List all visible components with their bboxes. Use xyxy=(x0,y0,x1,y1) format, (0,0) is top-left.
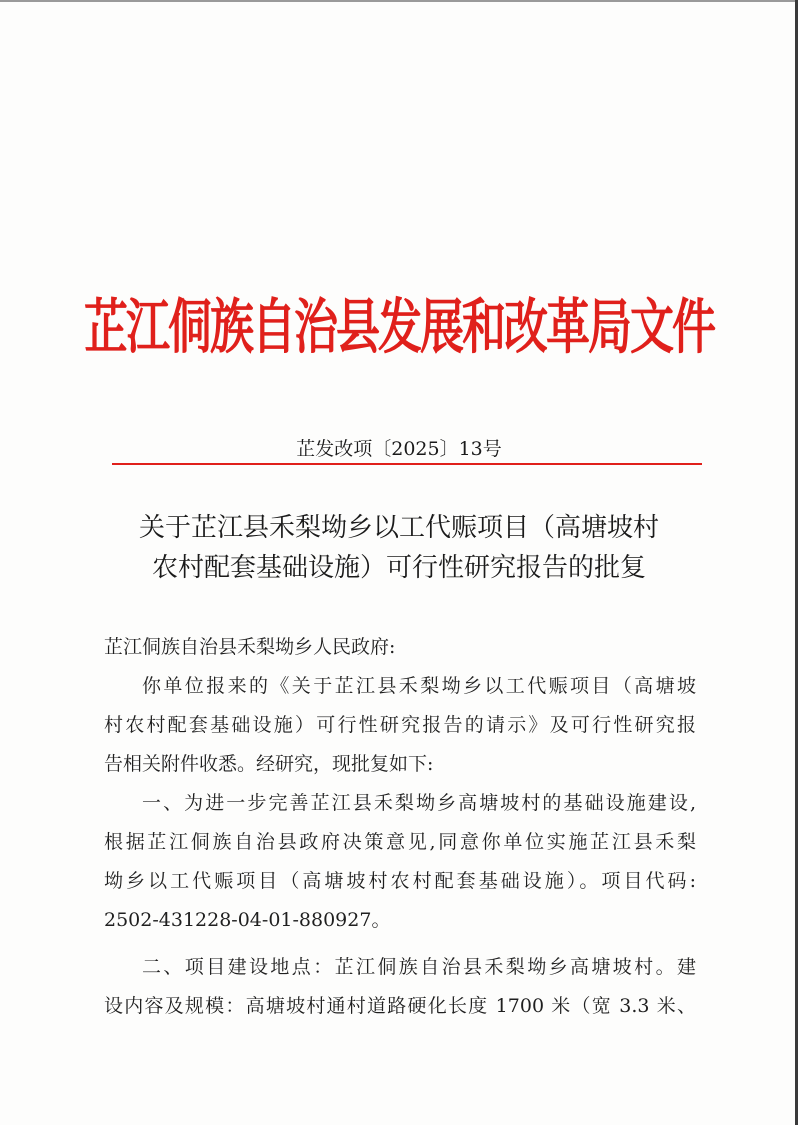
red-divider-line xyxy=(112,463,702,465)
para1-line-1: 你单位报来的《关于芷江县禾梨坳乡以工代赈项目（高塘坡 xyxy=(142,675,696,697)
document-body xyxy=(104,628,696,1026)
paragraph-gap xyxy=(104,940,696,948)
para2-line-2: 根据芷江侗族自治县政府决策意见,同意你单位实施芷江县禾梨 xyxy=(104,831,696,853)
para2-line-4: 2502-431228-04-01-880927。 xyxy=(104,909,391,931)
para2-line-3: 坳乡以工代赈项目（高塘坡村农村配套基础设施）。项目代码: xyxy=(104,870,696,892)
title-line-2: 农村配套基础设施）可行性研究报告的批复 xyxy=(151,553,646,583)
issuer-header: 芷江侗族自治县发展和改革局文件 xyxy=(84,293,714,363)
scan-edge-top xyxy=(0,0,798,2)
addressee: 芷江侗族自治县禾梨坳乡人民政府: xyxy=(104,636,396,658)
document-number: 芷发改项〔2025〕13号 xyxy=(296,438,502,460)
title-line-1: 关于芷江县禾梨坳乡以工代赈项目（高塘坡村 xyxy=(138,513,659,543)
para1-line-3: 告相关附件收悉。经研究，现批复如下: xyxy=(104,753,434,775)
document-title xyxy=(0,508,798,588)
para3-line-2: 设内容及规模：高塘坡村通村道路硬化长度 1700 米（宽 3.3 米、 xyxy=(104,995,696,1017)
para1-line-2: 村农村配套基础设施）可行性研究报告的请示》及可行性研究报 xyxy=(104,714,696,736)
para3-line-1: 二、项目建设地点：芷江侗族自治县禾梨坳乡高塘坡村。建 xyxy=(142,956,696,978)
para2-line-1: 一、为进一步完善芷江县禾梨坳乡高塘坡村的基础设施建设, xyxy=(142,792,696,814)
